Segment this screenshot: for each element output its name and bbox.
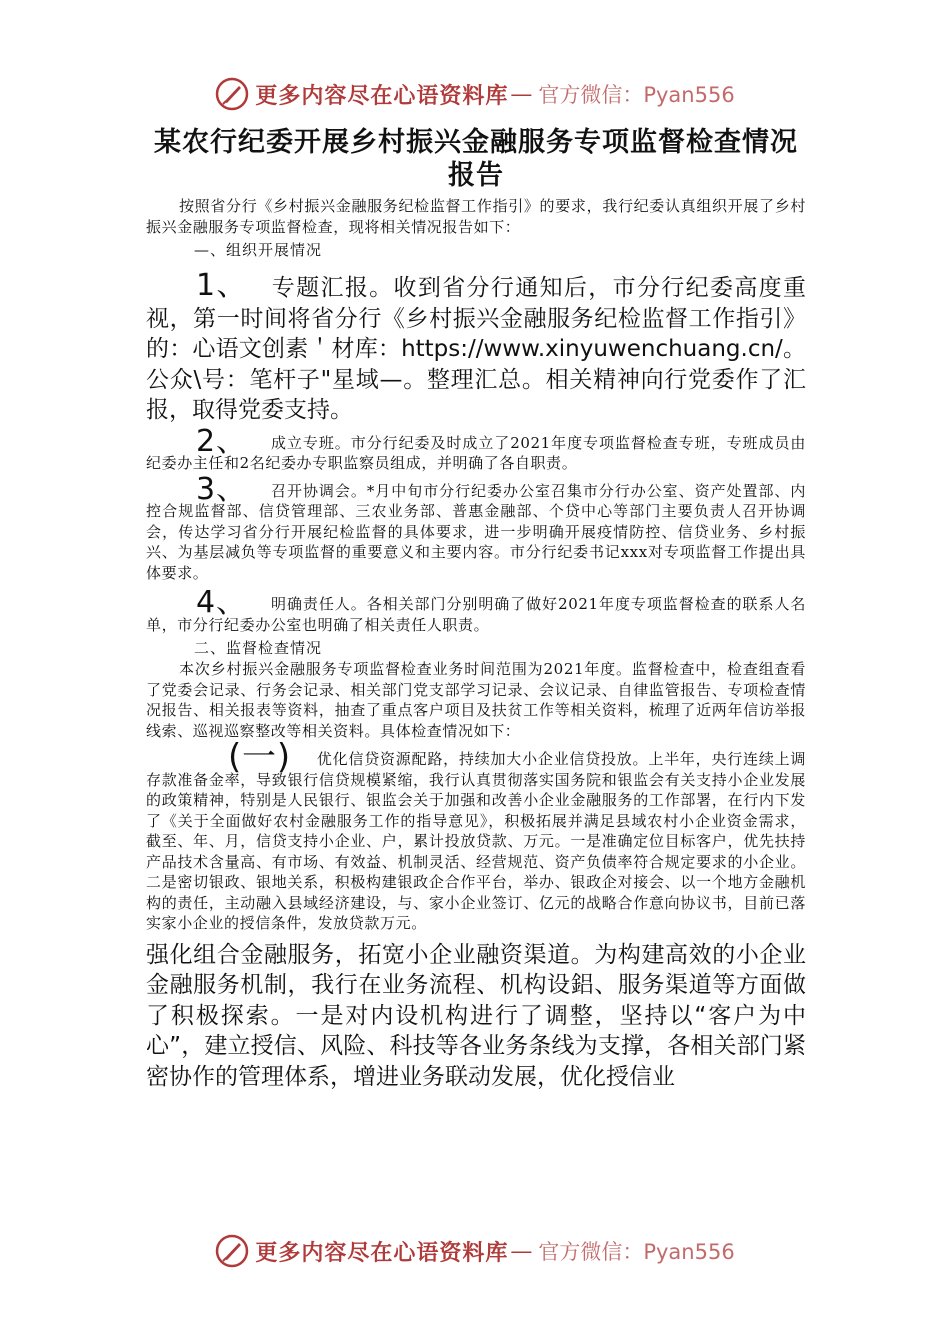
item-3-number: 3、 <box>196 471 248 507</box>
item-4-number: 4、 <box>196 585 247 620</box>
sub-1-paragraph <box>146 737 806 934</box>
item-2-number: 2、 <box>196 423 247 459</box>
document-title: 某农行纪委开展乡村振兴金融服务专项监督检查情况报告 <box>154 127 798 191</box>
item-4-text: 明确责任人。各相关部门分别明确了做好2021年度专项监督检查的联系人名单，市分行纪委办公室也明确了相关责任人职责。 <box>146 595 806 634</box>
banner-separator: — <box>510 1238 533 1264</box>
intro-paragraph: 按照省分行《乡村振兴金融服务纪检监督工作指引》的要求，我行纪委认真组织开展了乡村振兴金融服务专项监督检查，现将相关情况报告如下： <box>146 197 806 236</box>
banner-separator: — <box>510 81 533 107</box>
item-1-text: 专题汇报。收到省分行通知后，市分行纪委高度重视，第一时间将省分行《乡村振兴金融服务纪检监督工作指引》的：心语文创素＇材库：https://www.xinyuwenchuang.cn/。公众\号：笔杆子"星域—。整理汇总。相关精神向行党委作了汇报，取得党委支持。 <box>146 275 806 423</box>
item-3-text: 召开协调会。*月中旬市分行纪委办公室召集市分行办公室、资产处置部、内控合规监督部、信贷管理部、三农业务部、普惠金融部、个贷中心等部门主要负责人召开协调会，传达学习省分行开展纪检监督的具体要求，进一步明确开展疫情防控、信贷业务、乡村振兴、为基层减负等专项监督的重要意义和主要内容。市分行纪委书记xxx对专项监督工作提出具体要求。 <box>146 481 807 582</box>
section-2-heading: 二、监督检查情况 <box>194 639 323 657</box>
item-3-paragraph <box>146 471 807 584</box>
section-2-intro: 本次乡村振兴金融服务专项监督检查业务时间范围为2021年度。监督检查中，检查组查看了党委会记录、行务会记录、相关部门党支部学习记录、会议记录、自律监管报告、专项检查情况报告、相关报表等资料，抽查了重点客户项目及扶贫工作等相关资料，梳理了近两年信访举报线索、巡视巡察整改等相关资料。具体检查情况如下： <box>146 660 806 740</box>
footer-watermark-banner <box>0 1231 950 1271</box>
banner-text: 更多内容尽在心语资料库 <box>255 82 509 109</box>
banner-contact: 官方微信：Pyan556 <box>538 1240 735 1264</box>
header-watermark-banner <box>0 74 950 114</box>
sub-1-text: 优化信贷资源配路，持续加大小企业信贷投放。上半年，央行连续上调存款准备金率，导致银行信贷规模紧缩，我行认真贯彻落实国务院和银监会有关支持小企业发展的政策精神，特别是人民银行、银监会关于加强和改善小企业金融服务的工作部署，在行内下发了《关于全面做好农村金融服务工作的指导意见》，积极拓展并满足县域农村小企业资金需求，截至、年、月，信贷支持小企业、户，累计投放贷款、万元。一是准确定位目标客户，优先扶持产品技术含量高、有市场、有效益、机制灵活、经营规范、资产负债率符合规定要求的小企业。二是密切银政、银地关系，积极构建银政企合作平台，举办、银政企对接会、以一个地方金融机构的责任，主动融入县域经济建设，与、家小企业签订、亿元的战略合作意向协议书，目前已落实家小企业的授信条件，发放贷款万元。 <box>146 750 806 932</box>
banner-text: 更多内容尽在心语资料库 <box>255 1239 509 1266</box>
item-2-text: 成立专班。市分行纪委及时成立了2021年度专项监督检查专班，专班成员由纪委办主任和2名纪委办专职监察员组成，并明确了各自职责。 <box>146 433 806 472</box>
sub-1-number: (一) <box>228 737 291 777</box>
feather-pen-logo-icon <box>215 77 249 111</box>
banner-contact: 官方微信：Pyan556 <box>538 83 735 107</box>
item-1-paragraph <box>146 268 806 426</box>
section-1-heading: —、组织开展情况 <box>194 241 323 259</box>
sub-2-paragraph: 强化组合金融服务，拓宽小企业融资渠道。为构建高效的小企业金融服务机制，我行在业务流程、机构设鋁、服务渠道等方面做了积极探索。一是对内设机构进行了调整，坚持以“客户为中心”，建立授信、风险、科技等各业务条线为支撑，各相关部门紧密协作的管理体系，增进业务联动发展，优化授信业 <box>146 941 806 1090</box>
feather-pen-logo-icon <box>215 1234 249 1268</box>
item-1-number: 1、 <box>196 268 248 303</box>
item-4-paragraph <box>146 585 806 635</box>
item-2-paragraph <box>146 423 806 474</box>
document-body <box>146 126 806 1092</box>
